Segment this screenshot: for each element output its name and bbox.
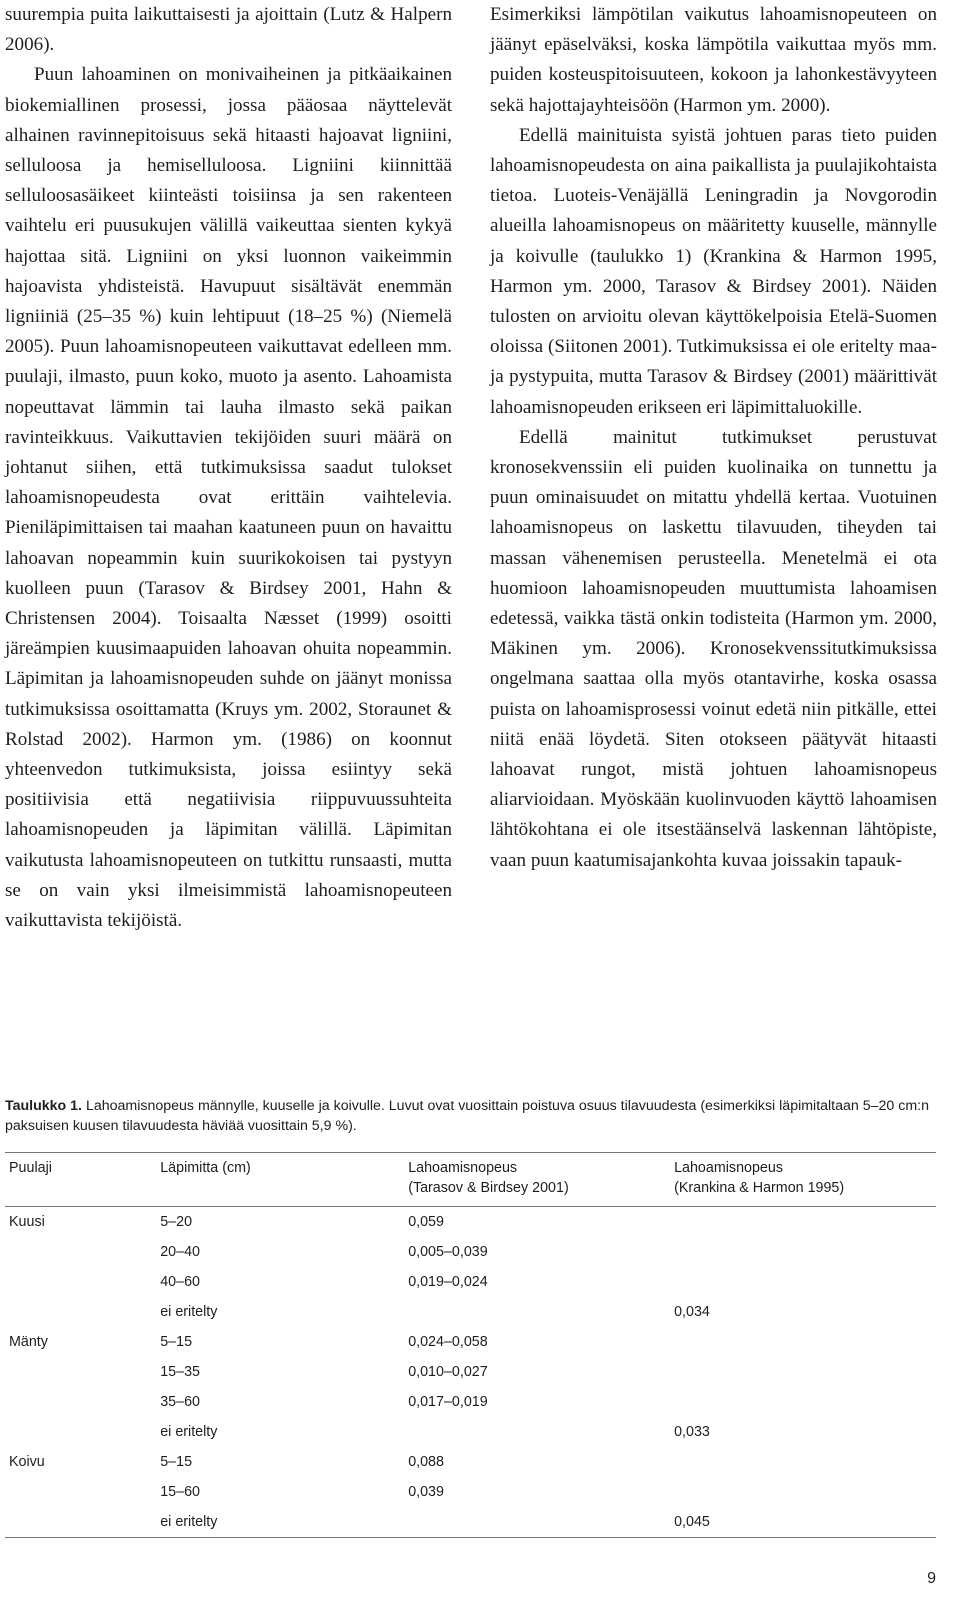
cell-diameter: 35–60 (160, 1394, 200, 1410)
cell-decay-tarasov (404, 1417, 670, 1447)
cell-decay-krankina (670, 1237, 936, 1267)
table-row (5, 1417, 936, 1447)
header-decay-tarasov: Lahoamisnopeus (Tarasov & Birdsey 2001) (404, 1153, 670, 1207)
right-text-column (490, 0, 937, 876)
cell-decay-tarasov: 0,019–0,024 (408, 1274, 488, 1290)
cell-decay-krankina: 0,045 (670, 1507, 936, 1538)
cell-decay-tarasov: 0,039 (408, 1484, 444, 1500)
cell-species (5, 1507, 156, 1538)
cell-decay-krankina (670, 1477, 936, 1507)
cell-species (5, 1357, 156, 1387)
cell-diameter: 15–60 (160, 1484, 200, 1500)
page-number: 9 (927, 1570, 936, 1587)
cell-diameter: ei eritelty (160, 1424, 218, 1440)
cell-diameter: 5–20 (160, 1214, 193, 1230)
table-row (5, 1297, 936, 1327)
paragraph: Edellä mainituista syistä johtuen paras tieto puiden lahoamisnopeudesta on aina paikallista ja puulajikohtaista tietoa. Luoteis-Venäjällä Leningradin ja Novgorodin alueilla lahoamisnopeus on määritetty kuuselle, männylle ja koivulle (taulukko 1) (Krankina & Harmon 1995, Harmon ym. 2000, Tarasov & Birdsey 2001). Näiden tulosten on arvioitu olevan käyttökelpoisia Etelä-Suomen oloissa (Siitonen 2001). Tutkimuksissa ei ole eritelty maa- ja pystypuita, mutta Tarasov & Birdsey (2001) määrittivät lahoamisnopeuden erikseen eri läpimittaluokille. (490, 124, 937, 418)
cell-species (5, 1417, 156, 1447)
cell-diameter: 40–60 (160, 1274, 200, 1290)
cell-decay-tarasov: 0,059 (408, 1214, 444, 1230)
cell-diameter: 5–15 (160, 1334, 193, 1350)
cell-species: Kuusi (9, 1214, 45, 1230)
cell-decay-tarasov: 0,024–0,058 (408, 1334, 488, 1350)
table-caption-label: Taulukko 1. (5, 1098, 82, 1114)
cell-species: Koivu (9, 1454, 45, 1470)
paragraph: Edellä mainitut tutkimukset perustuvat kronosekvenssiin eli puiden kuolinaika on tunnettu ja puun ominaisuudet on mitattu yhdellä kertaa. Vuotuinen lahoamisnopeus on laskettu tilavuuden, tiheyden tai massan vähenemisen perusteella. Menetelmä ei ota huomioon lahoamisnopeuden muuttumista lahoamisen edetessä, vaikka tästä onkin todisteita (Harmon ym. 2000, Mäkinen ym. 2006). Kronosekvenssitutkimuksissa ongelmana saattaa olla myös otantavirhe, koska osassa puista on lahoamisprosessi voinut edetä niin pitkälle, ettei niitä enää löydetä. Siten otokseen päätyvät hitaasti lahoavat rungot, mistä johtuen lahoamisnopeus aliarvioidaan. Myöskään kuolinvuoden käyttö lahoamisen lähtökohtana ei ole itsestäänselvä laskennan lähtöpiste, vaan puun kaatumisajankohta kuvaa joissakin tapauk- (490, 426, 937, 871)
cell-decay-tarasov (404, 1297, 670, 1327)
cell-species (5, 1237, 156, 1267)
cell-decay-krankina (670, 1387, 936, 1417)
left-text-column (5, 0, 452, 936)
cell-decay-krankina (670, 1267, 936, 1297)
table-row (5, 1507, 936, 1538)
cell-decay-krankina: 0,033 (674, 1424, 710, 1440)
table-caption-text: Lahoamisnopeus männylle, kuuselle ja koivulle. Luvut ovat vuosittain poistuva osuus tilavuudesta (esimerkiksi läpimitaltaan 5–20 cm:n paksuisen kuusen tilavuudesta häviää vuosittain 5,9 %). (5, 1098, 929, 1134)
cell-species (5, 1267, 156, 1297)
cell-diameter: 15–35 (160, 1364, 200, 1380)
table-row (5, 1327, 936, 1357)
cell-decay-tarasov: 0,005–0,039 (408, 1244, 488, 1260)
cell-diameter: ei eritelty (156, 1507, 404, 1538)
header-decay-krankina: Lahoamisnopeus (Krankina & Harmon 1995) (670, 1153, 936, 1207)
table-header-row (5, 1153, 936, 1207)
cell-decay-tarasov: 0,088 (408, 1454, 444, 1470)
table-row (5, 1237, 936, 1267)
table-row (5, 1357, 936, 1387)
table-row (5, 1267, 936, 1297)
cell-decay-krankina (670, 1327, 936, 1357)
cell-decay-tarasov: 0,017–0,019 (408, 1394, 488, 1410)
cell-decay-tarasov (404, 1507, 670, 1538)
table-row (5, 1387, 936, 1417)
cell-diameter: ei eritelty (160, 1304, 218, 1320)
table-row (5, 1447, 936, 1477)
cell-species (5, 1297, 156, 1327)
cell-species (5, 1477, 156, 1507)
paragraph: Puun lahoaminen on monivaiheinen ja pitkäaikainen biokemiallinen prosessi, jossa pääosaa näyttelevät alhainen ravinnepitoisuus sekä hitaasti hajoavat ligniini, selluloosa ja hemiselluloosa. Ligniini kiinnittää selluloosasäikeet kiinteästi toisiinsa ja sen rakenteen vaihtelu eri puusukujen välillä vaikeuttaa sienten kykyä hajottaa sitä. Ligniini on yksi luonnon vaikeimmin hajoavista yhdisteistä. Havupuut sisältävät enemmän ligniiniä (25–35 %) kuin lehtipuut (18–25 %) (Niemelä 2005). Puun lahoamisnopeuteen vaikuttavat edelleen mm. puulaji, ilmasto, puun koko, muoto ja asento. Lahoamista nopeuttavat lämmin tai lauha ilmasto sekä paikan ravinteikkuus. Vaikuttavien tekijöiden suuri määrä on johtanut siihen, että tutkimuksissa saadut tulokset lahoamisnopeudesta ovat erittäin vaihtelevia. Pieniläpimittaisen tai maahan kaatuneen puun on havaittu lahoavan nopeammin kuin suurikokoisen tai pystyyn kuolleen puun (Tarasov & Birdsey 2001, Hahn & Christensen 2004). Toisaalta Næsset (1999) osoitti järeämpien kuusimaapuiden lahoavan ohuita nopeammin. Läpimitan ja lahoamisnopeuden suhde on jäänyt monissa tutkimuksissa osoittamatta (Kruys ym. 2002, Storaunet & Rolstad 2002). Harmon ym. (1986) on koonnut yhteenvedon tutkimuksista, joissa esiintyy sekä positiivisia että negatiivisia riippuvuussuhteita lahoamisnopeuden ja läpimitan välillä. Läpimitan vaikutusta lahoamisnopeuteen on tutkittu runsaasti, mutta se on vain yksi ilmeisimmistä lahoamisnopeuteen vaikuttavista tekijöistä. (5, 64, 452, 932)
cell-decay-krankina: 0,034 (674, 1304, 710, 1320)
header-diameter: Läpimitta (cm) (156, 1153, 404, 1207)
cell-species (5, 1387, 156, 1417)
table-row (5, 1477, 936, 1507)
cell-decay-krankina (670, 1357, 936, 1387)
paragraph: suurempia puita laikuttaisesti ja ajoittain (Lutz & Halpern 2006). (5, 4, 452, 56)
cell-decay-tarasov: 0,010–0,027 (408, 1364, 488, 1380)
table-body (5, 1207, 936, 1538)
cell-diameter: 5–15 (160, 1454, 193, 1470)
paragraph: Esimerkiksi lämpötilan vaikutus lahoamisnopeuteen on jäänyt epäselväksi, koska lämpötila vaikuttaa myös mm. puiden kosteuspitoisuuteen, kokoon ja lahonkestävyyteen sekä hajottajayhteisöön (Harmon ym. 2000). (490, 4, 937, 116)
table-row (5, 1207, 936, 1238)
cell-diameter: 20–40 (160, 1244, 200, 1260)
cell-decay-krankina (670, 1447, 936, 1477)
cell-species: Mänty (9, 1334, 48, 1350)
header-species: Puulaji (5, 1153, 156, 1207)
decay-rate-table (5, 1152, 936, 1538)
table-caption (5, 1096, 935, 1136)
cell-decay-krankina (670, 1207, 936, 1238)
